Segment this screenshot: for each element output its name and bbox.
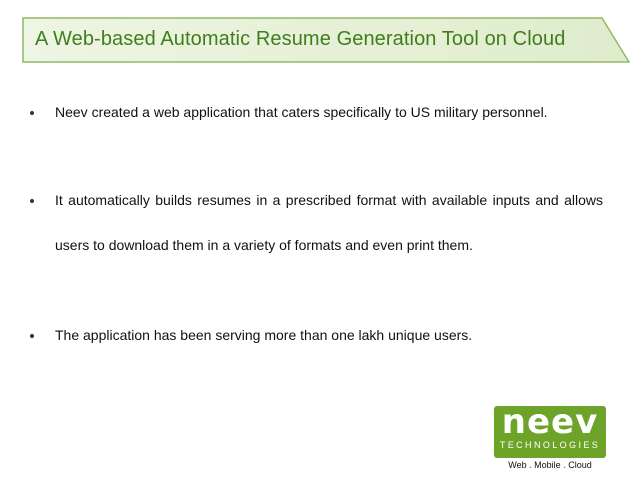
- tagline-separator-icon: .: [529, 460, 532, 470]
- bullet-text: Neev created a web application that caters specifically to US military personnel.: [55, 104, 548, 120]
- tagline-cloud: Cloud: [568, 460, 592, 470]
- bullet-dot-icon: [30, 111, 34, 115]
- bullet-text: The application has been serving more than one lakh unique users.: [55, 327, 473, 343]
- tagline-separator-icon: .: [563, 460, 566, 470]
- neev-logo: [494, 402, 606, 458]
- bullet-dot-icon: [30, 334, 34, 338]
- bullet-dot-icon: [30, 199, 34, 203]
- tagline-web: Web: [508, 460, 527, 470]
- logo-tagline: [494, 460, 606, 470]
- tagline-mobile: Mobile: [534, 460, 561, 470]
- bullet-text: It automatically builds resumes in a prescribed format with available inputs and allows users to download them in a variety of formats and even print them.: [55, 192, 603, 253]
- logo-subtitle: TECHNOLOGIES: [499, 440, 601, 450]
- page-title: A Web-based Automatic Resume Generation Tool on Cloud: [35, 28, 566, 50]
- title-banner: [22, 17, 630, 63]
- logo-word: neev: [501, 402, 599, 442]
